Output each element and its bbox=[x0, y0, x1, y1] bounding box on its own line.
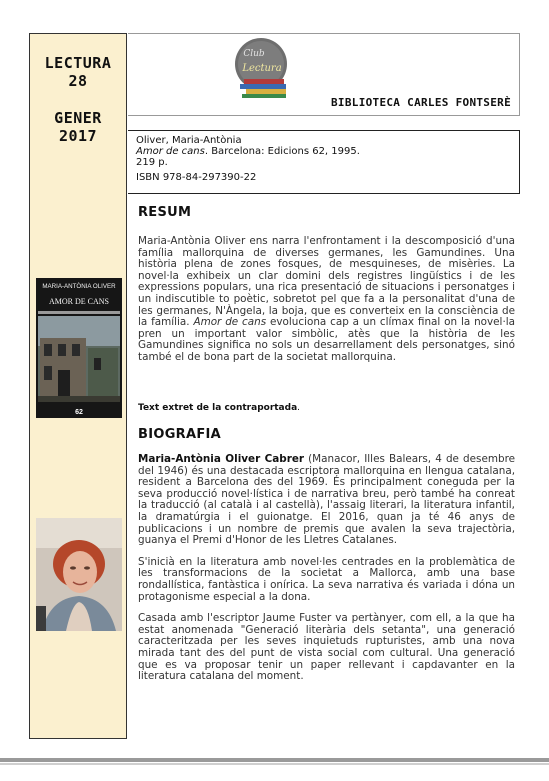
reading-date bbox=[30, 109, 126, 145]
author-photo bbox=[36, 518, 122, 631]
record-author: Oliver, Maria-Antònia bbox=[136, 135, 242, 146]
biography-paragraph-1 bbox=[138, 454, 515, 547]
footer-rule bbox=[0, 758, 549, 762]
book-stack-icon bbox=[232, 37, 292, 99]
author-portrait bbox=[36, 518, 122, 631]
book-cover-art bbox=[36, 278, 122, 418]
summary-part-1: Maria-Antònia Oliver ens narra l'enfrontament i la descomposició d'una família mallorquina de diverses germanes, les Gamundines. Una història plena de zones fosques, de mesquineses, de misèries. La novel·la exhibeix un clar domini dels registres lingüístics i de les expressions populars, una rica presentació de situacions i personatges i un indiscutible to poètic, sobretot pel que fa a la personalitat d'una de les germanes, N'Àngela, la boja, que es converteix en la consciència de la família. bbox=[138, 235, 515, 329]
source-note bbox=[138, 403, 515, 413]
biography-text bbox=[138, 454, 515, 693]
header-box bbox=[128, 33, 520, 116]
lectura-label: LECTURA bbox=[44, 54, 112, 72]
cover-title: AMOR DE CANS bbox=[48, 297, 110, 306]
record-title: Amor de cans bbox=[136, 146, 205, 157]
cover-author: MARIA-ANTÒNIA OLIVER bbox=[42, 283, 116, 290]
record-isbn: ISBN 978-84-297390-22 bbox=[136, 172, 257, 183]
biography-paragraph-2: S'inicià en la literatura amb novel·les centrades en la problemàtica de les transformacions de la societat a Mallorca, amb una base rondallística, fantàstica i onírica. La seva narrativa és variada i dóna un protagonisme especial a la dona. bbox=[138, 555, 515, 603]
record-publication: . Barcelona: Edicions 62, 1995. bbox=[204, 146, 360, 157]
biography-paragraph-3: Casada amb l'escriptor Jaume Fuster va pertànyer, com ell, a la que ha estat anomenada "Generació literària dels setanta", una generació caracteritzada per les seves inquietuds rupturistes, amb una nova mirada tant des del punt de vista social com cultural. Una generació que es va proposar tenir un paper rellevant i capdavanter en la literatura catalana del moment. bbox=[138, 612, 515, 683]
footer-rule-light bbox=[0, 763, 549, 765]
biography-author-name: Maria-Antònia Oliver Cabrer bbox=[138, 453, 305, 465]
year-label: 2017 bbox=[58, 127, 98, 145]
summary-heading: RESUM bbox=[138, 205, 192, 220]
source-note-period: . bbox=[297, 403, 301, 413]
book-cover-image bbox=[36, 278, 122, 418]
lectura-number: 28 bbox=[68, 72, 88, 90]
record-pages: 219 p. bbox=[136, 157, 168, 168]
bibliographic-record bbox=[128, 130, 520, 194]
logo-text-club: Club bbox=[243, 49, 265, 59]
summary-book-title: Amor de cans bbox=[193, 316, 267, 329]
club-lectura-logo bbox=[232, 37, 292, 99]
logo-text-lectura: Lectura bbox=[242, 63, 282, 74]
biography-p1-text: (Manacor, Illes Balears, 4 de desembre del 1946) és una destacada escriptora mallorquina en llengua catalana, resident a Barcelona des del 1969. És principalment coneguda per la seva producció novel·lística i de narrativa breu, però també ha conreat la traducció (al català i al castellà), l'assaig literari, la literatura infantil, la dramatúrgia i el guionatge. El 2016, quan ja té 46 anys de publicacions i un nombre de premis que avalen la seva trajectòria, guanya el Premi d'Honor de les Lletres Catalanes. bbox=[138, 453, 516, 547]
record-title-line bbox=[136, 146, 511, 157]
summary-text bbox=[138, 236, 515, 374]
cover-number: 62 bbox=[75, 409, 83, 416]
library-name: BIBLIOTECA CARLES FONTSERÈ bbox=[331, 96, 511, 109]
sidebar-panel bbox=[29, 33, 127, 739]
month-label: GENER bbox=[54, 109, 102, 127]
summary-part-2: evoluciona cap a un clímax final on la novel·la pren un important valor simbòlic, atès que la història de les Gamundines significa no sols un desarrellament dels personatges, sinó també el de bona part de la societat mallorquina. bbox=[138, 316, 515, 363]
source-note-text: Text extret de la contraportada bbox=[138, 403, 298, 413]
reading-number bbox=[30, 54, 126, 90]
biography-heading: BIOGRAFIA bbox=[138, 427, 222, 442]
